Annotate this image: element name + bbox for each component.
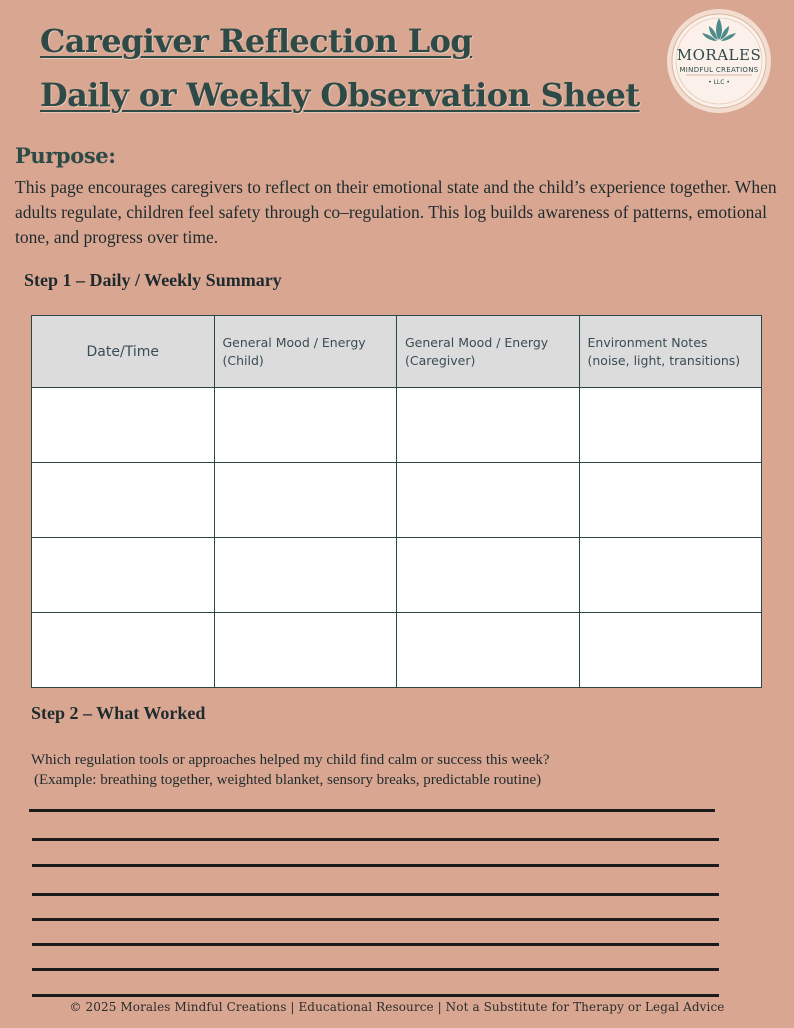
table-cell[interactable] [214, 613, 397, 688]
logo-name: MORALES [676, 46, 762, 64]
writing-line[interactable] [32, 838, 719, 841]
table-cell[interactable] [397, 388, 580, 463]
title-line-1: Caregiver Reflection Log [40, 22, 473, 60]
brand-logo [664, 6, 774, 116]
table-cell[interactable] [32, 388, 215, 463]
step1-heading: Step 1 – Daily / Weekly Summary [24, 270, 282, 290]
table-row [32, 538, 762, 613]
table-cell[interactable] [397, 538, 580, 613]
table-cell[interactable] [214, 388, 397, 463]
writing-line[interactable] [29, 809, 715, 812]
step2-question: Which regulation tools or approaches helped my child find calm or success this week? [31, 752, 550, 768]
table-row [32, 463, 762, 538]
table-cell[interactable] [579, 463, 762, 538]
column-header-child-mood: General Mood / Energy (Child) [214, 316, 397, 388]
logo-tagline: MINDFUL CREATIONS [679, 66, 759, 74]
table-cell[interactable] [32, 613, 215, 688]
writing-line[interactable] [32, 994, 719, 997]
writing-line[interactable] [32, 864, 719, 867]
table-cell[interactable] [214, 538, 397, 613]
title-line-2: Daily or Weekly Observation Sheet [40, 76, 640, 114]
logo-suffix: • LLC • [708, 79, 730, 86]
column-header-date: Date/Time [32, 316, 215, 388]
writing-line[interactable] [32, 918, 719, 921]
table-header-row [32, 316, 762, 388]
table-cell[interactable] [579, 538, 762, 613]
summary-table [31, 315, 762, 688]
table-row [32, 388, 762, 463]
table-cell[interactable] [397, 613, 580, 688]
column-header-environment: Environment Notes (noise, light, transitions) [579, 316, 762, 388]
step2-example: (Example: breathing together, weighted blanket, sensory breaks, predictable routine) [34, 772, 542, 788]
step2-heading: Step 2 – What Worked [31, 703, 206, 723]
writing-line[interactable] [32, 943, 719, 946]
table-cell[interactable] [579, 613, 762, 688]
table-cell[interactable] [32, 538, 215, 613]
table-cell[interactable] [214, 463, 397, 538]
writing-line[interactable] [32, 893, 719, 896]
column-header-caregiver-mood: General Mood / Energy (Caregiver) [397, 316, 580, 388]
table-cell[interactable] [579, 388, 762, 463]
purpose-text: This page encourages caregivers to reflect on their emotional state and the child’s experience together. When adults regulate, children feel safety through co–regulation. This log builds awareness of patterns, emotional tone, and progress over time. [15, 177, 777, 247]
table-row [32, 613, 762, 688]
table-cell[interactable] [32, 463, 215, 538]
writing-line[interactable] [32, 968, 719, 971]
footer-text: © 2025 Morales Mindful Creations | Educational Resource | Not a Substitute for Therapy or Legal Advice [69, 1000, 725, 1014]
purpose-heading: Purpose: [15, 143, 116, 168]
table-cell[interactable] [397, 463, 580, 538]
